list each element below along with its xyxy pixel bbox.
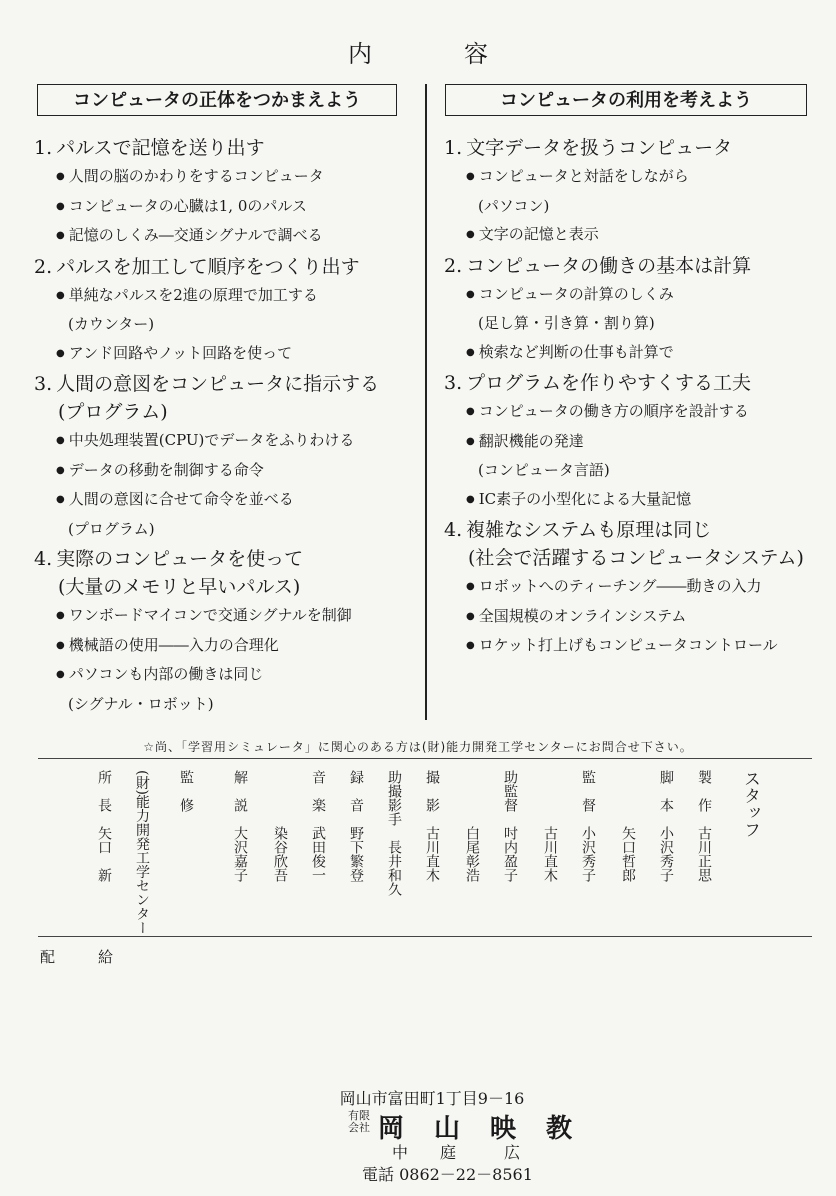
bullet-continuation: (足し算・引き算・割り算) [478, 314, 655, 332]
section-number: 4. [34, 548, 53, 570]
staff-credit-column: 所 長 矢口 新 [96, 770, 112, 882]
divider-bottom [38, 936, 812, 937]
section-number: 2. [34, 255, 53, 278]
bullet-continuation: (シグナル・ロボット) [68, 694, 214, 713]
bullet-item: ● IC素子の小型化による大量記憶 [444, 485, 834, 515]
section-heading-text: プログラムを作りやすくする工夫 [466, 372, 751, 394]
bullet-continuation: (プログラム) [68, 519, 155, 538]
section-heading [34, 545, 422, 573]
staff-credit-column: 脚 本 小沢秀子 [658, 770, 674, 882]
staff-credit-column: 監 督 小沢秀子 [580, 770, 596, 882]
section-heading-text: コンピュータの働きの基本は計算 [466, 254, 752, 277]
section-heading [444, 369, 834, 397]
section-heading-continuation: (プログラム) [58, 401, 168, 423]
staff-credit-column: 矢口哲郎 [620, 770, 636, 882]
section-number: 1. [34, 137, 53, 159]
staff-credit-column: 染谷欣吾 [272, 770, 288, 882]
section-heading-text: パルスで記憶を送り出す [56, 137, 265, 159]
section-heading [444, 516, 834, 544]
inquiry-note: ☆尚、「学習用シミュレータ」に関心のある方は(財)能力開発工学センターにお問合せ下さい。 [143, 740, 693, 754]
section-number: 2. [444, 254, 463, 277]
section-heading [34, 370, 422, 398]
staff-credit-column: 録 音 野下繁登 [348, 770, 364, 882]
section-heading [444, 252, 834, 280]
phone-number: 電話 0862－22－8561 [362, 1165, 533, 1184]
section-heading-text: 人間の意図をコンピュータに指示する [56, 373, 380, 395]
section-number: 3. [34, 373, 53, 395]
left-section-header: コンピュータの正体をつかまえよう [37, 84, 397, 116]
staff-credit-column: 古川直木 [542, 770, 558, 882]
divider-top [38, 758, 812, 759]
left-contents [34, 132, 422, 718]
bullet-continuation: (コンピュータ言語) [478, 461, 610, 479]
bullet-item: ● アンド回路やノット回路を使って [34, 339, 422, 369]
staff-credit-column: 白尾彰浩 [464, 770, 480, 882]
section-heading-text: 実際のコンピュータを使って [56, 548, 304, 570]
staff-credit-column: 監 修 [178, 770, 194, 812]
bullet-item: ● ワンボードマイコンで交通シグナルを制御 [34, 601, 422, 631]
bullet-item: ● 翻訳機能の発達 [444, 427, 834, 457]
bullet-item: ● パソコンも内部の働きは同じ [34, 660, 422, 690]
bullet-item: ● コンピュータの働き方の順序を設計する [444, 397, 834, 427]
bullet-item: ● コンピュータの心臓は1, 0のパルス [34, 192, 422, 222]
bullet-item: ● コンピュータの計算のしくみ [444, 280, 834, 310]
company-name: 岡 山 映 教 [378, 1114, 575, 1144]
bullet-item: ● 中央処理装置(CPU)でデータをふりわける [34, 426, 422, 456]
bullet-item: ● 全国規模のオンラインシステム [444, 602, 834, 632]
bullet-item: ● 人間の意図に合せて命令を並べる [34, 485, 422, 515]
section-heading-text: 複雑なシステムも原理は同じ [466, 519, 712, 541]
bullet-item: ● 人間の脳のかわりをするコンピュータ [34, 162, 422, 192]
section-number: 1. [444, 137, 463, 159]
section-number: 4. [444, 519, 463, 541]
bullet-continuation: (カウンター) [68, 315, 155, 333]
staff-credit-column: 音 楽 武田俊一 [310, 770, 326, 882]
staff-credit-column: スタッフ [740, 770, 760, 838]
bullet-item: ● 記憶のしくみ―交通シグナルで調べる [34, 221, 422, 251]
bullet-item: ● 機械語の使用――入力の合理化 [34, 631, 422, 661]
section-heading-continuation: (社会で活躍するコンピュータシステム) [468, 547, 804, 569]
bullet-item: ● データの移動を制御する命令 [34, 456, 422, 486]
company-type: 有限会社 [348, 1109, 370, 1134]
bullet-item: ● 文字の記憶と表示 [444, 220, 834, 250]
staff-credit-column: 助撮影手 長井和久 [386, 770, 402, 896]
page-title: 内 容 [348, 40, 522, 68]
staff-credit-column: 撮 影 古川直木 [424, 770, 440, 882]
staff-credit-column: 製 作 古川正思 [696, 770, 712, 882]
staff-credit-column: 助監督 吋内盈子 [502, 770, 518, 882]
bullet-item: ● ロボットへのティーチング――動きの入力 [444, 572, 834, 602]
section-heading-continuation: (大量のメモリと早いパルス) [58, 576, 301, 598]
staff-credit-column: (財)能力開発工学センター [134, 770, 150, 935]
column-divider [425, 84, 427, 720]
bullet-item: ● ロケット打上げもコンピュータコントロール [444, 631, 834, 661]
bullet-continuation: (パソコン) [478, 196, 550, 215]
section-heading-text: パルスを加工して順序をつくり出す [56, 255, 360, 278]
section-heading [34, 253, 422, 281]
staff-credit-column: 解 説 大沢嘉子 [232, 770, 248, 882]
section-heading [34, 134, 422, 162]
bullet-item: ● コンピュータと対話をしながら [444, 162, 834, 192]
bullet-item: ● 単純なパルスを2進の原理で加工する [34, 281, 422, 311]
bullet-item: ● 検索など判断の仕事も計算で [444, 338, 834, 368]
address-street: 岡山市富田町1丁目9－16 [339, 1089, 525, 1108]
section-number: 3. [444, 372, 463, 394]
section-heading-text: 文字データを扱うコンピュータ [466, 137, 733, 159]
contact-person: 中 庭 広 [392, 1143, 521, 1162]
distribution-label: 配 給 [40, 948, 128, 966]
right-section-header: コンピュータの利用を考えよう [445, 84, 807, 116]
right-contents [444, 132, 834, 661]
section-heading [444, 134, 834, 162]
